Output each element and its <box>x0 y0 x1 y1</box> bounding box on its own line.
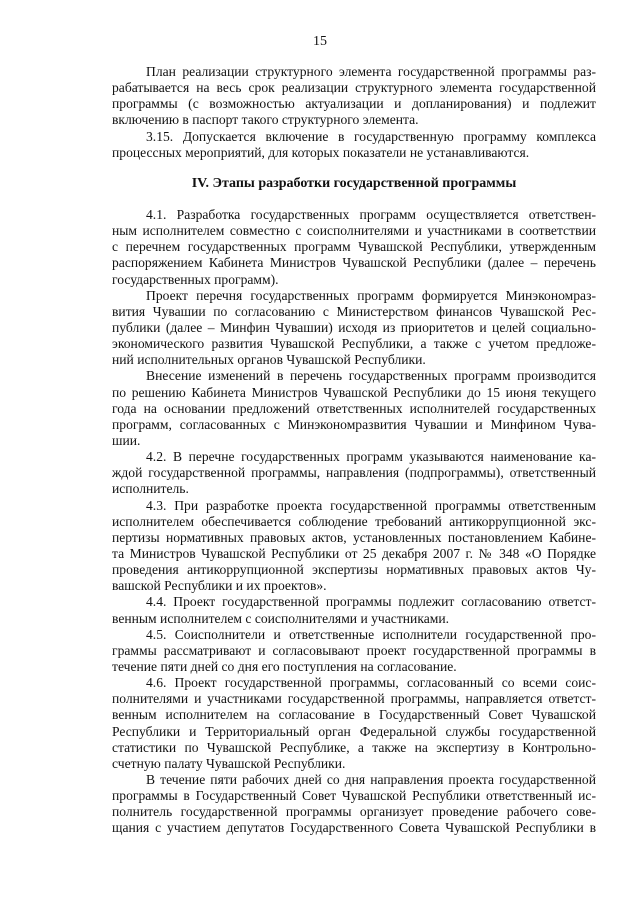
text-line: шии. <box>112 432 141 448</box>
text-line: План реализации структурного элемента государственной программы раз- <box>146 64 596 79</box>
text-line: программы (с возможностью актуализации и допланирования) и подлежит <box>112 96 596 112</box>
text-line: ний исполнительных органов Чувашской Республики. <box>112 352 426 368</box>
text-line: вития Чувашии по согласованию с Министерством финансов Чувашской Рес- <box>112 303 596 319</box>
paragraph <box>112 772 596 837</box>
paragraph <box>112 449 596 497</box>
paragraph <box>112 498 596 595</box>
text-line: по решению Кабинета Министров Чувашской Республики до 15 июня текущего <box>112 384 596 400</box>
text-line: экономического развития Чувашской Республики, а также с учетом предложе- <box>112 336 596 352</box>
text-line: 4.1. Разработка государственных программ осуществляется ответствен- <box>146 207 596 222</box>
text-line: включению в паспорт такого структурного элемента. <box>112 112 419 128</box>
text-line: программ, согласованных с Минэкономразвития Чувашии и Минфином Чува- <box>112 416 596 432</box>
paragraph <box>112 627 596 675</box>
paragraph <box>112 207 596 288</box>
paragraph <box>112 594 596 626</box>
text-line: исполнитель. <box>112 481 189 497</box>
text-line: программы в Государственный Совет Чувашской Республики ответственный ис- <box>112 788 596 804</box>
text-line: щания с участием депутатов Государственного Совета Чувашской Республики в <box>112 820 596 836</box>
text-line: статистики по Чувашской Республике, а также на экспертизу в Контрольно- <box>112 739 596 755</box>
text-line: течение пяти дней со дня его поступления на согласование. <box>112 658 457 674</box>
text-line: ным исполнителем совместно с соисполнителями и участниками в соответствии <box>112 223 596 239</box>
paragraph <box>112 129 596 161</box>
text-line: года на основании предложений ответственных исполнителей государственных <box>112 400 596 416</box>
text-line: 4.6. Проект государственной программы, согласованный со всеми соис- <box>146 675 596 691</box>
text-line: граммы рассматривают и согласовывают проект государственной программы в <box>112 642 596 658</box>
text-line: ждой государственной программы, направления (подпрограммы), ответственный <box>112 465 596 481</box>
text-line: распоряжением Кабинета Министров Чувашской Республики (далее – перечень <box>112 255 596 271</box>
paragraph <box>112 64 596 129</box>
paragraph <box>112 368 596 449</box>
text-line: счетную палату Чувашской Республики. <box>112 755 346 771</box>
text-line: В течение пяти рабочих дней со дня направления проекта государственной <box>146 771 596 787</box>
text-line: государственных программ). <box>112 271 279 287</box>
text-line: пертизы нормативных правовых актов, установленных постановлением Кабине- <box>112 529 596 545</box>
section-body <box>112 207 596 836</box>
text-line: проведения антикоррупционной экспертизы нормативных правовых актов Чу- <box>112 562 596 578</box>
section-heading: IV. Этапы разработки государственной программы <box>191 176 517 191</box>
paragraph <box>112 675 596 772</box>
text-line: рабатывается на весь срок реализации структурного элемента государственной <box>112 80 596 96</box>
text-line: публики (далее – Минфин Чувашии) исходя из приоритетов и целей социально- <box>112 319 596 335</box>
page-number: 15 <box>313 34 327 49</box>
text-line: процессных мероприятий, для которых показатели не устанавливаются. <box>112 144 530 160</box>
paragraph <box>112 288 596 369</box>
text-line: Внесение изменений в перечень государственных программ производится <box>146 368 596 384</box>
text-line: Проект перечня государственных программ формируется Минэкономраз- <box>146 287 596 303</box>
text-line: с перечнем государственных программ Чувашской Республики, утвержденным <box>112 239 596 255</box>
text-line: исполнителем обеспечивается соблюдение требований антикоррупционной экс- <box>112 513 596 529</box>
text-line: вашской Республики и их проектов». <box>112 578 327 594</box>
text-line: Республики и Территориальный орган Федеральной службы государственной <box>112 723 596 739</box>
text-line: та Министров Чувашской Республики от 25 декабря 2007 г. № 348 «О Порядке <box>112 545 596 561</box>
intro-text <box>112 64 596 161</box>
text-line: 4.5. Соисполнители и ответственные исполнители государственной про- <box>146 626 596 642</box>
text-line: полнитель государственной программы организует проведение рабочего сове- <box>112 804 596 820</box>
text-line: венным исполнителем с соисполнителями и участниками. <box>112 610 450 626</box>
text-line: 4.2. В перечне государственных программ указываются наименование ка- <box>146 449 596 465</box>
text-line: 3.15. Допускается включение в государственную программу комплекса <box>146 128 596 144</box>
text-line: 4.3. При разработке проекта государственной программы ответственным <box>146 497 596 513</box>
text-line: венным исполнителем на согласование в Государственный Совет Чувашской <box>112 707 596 723</box>
text-line: 4.4. Проект государственной программы подлежит согласованию ответст- <box>146 594 596 610</box>
text-line: полнителями и участниками государственной программы, направляется ответст- <box>112 691 596 707</box>
